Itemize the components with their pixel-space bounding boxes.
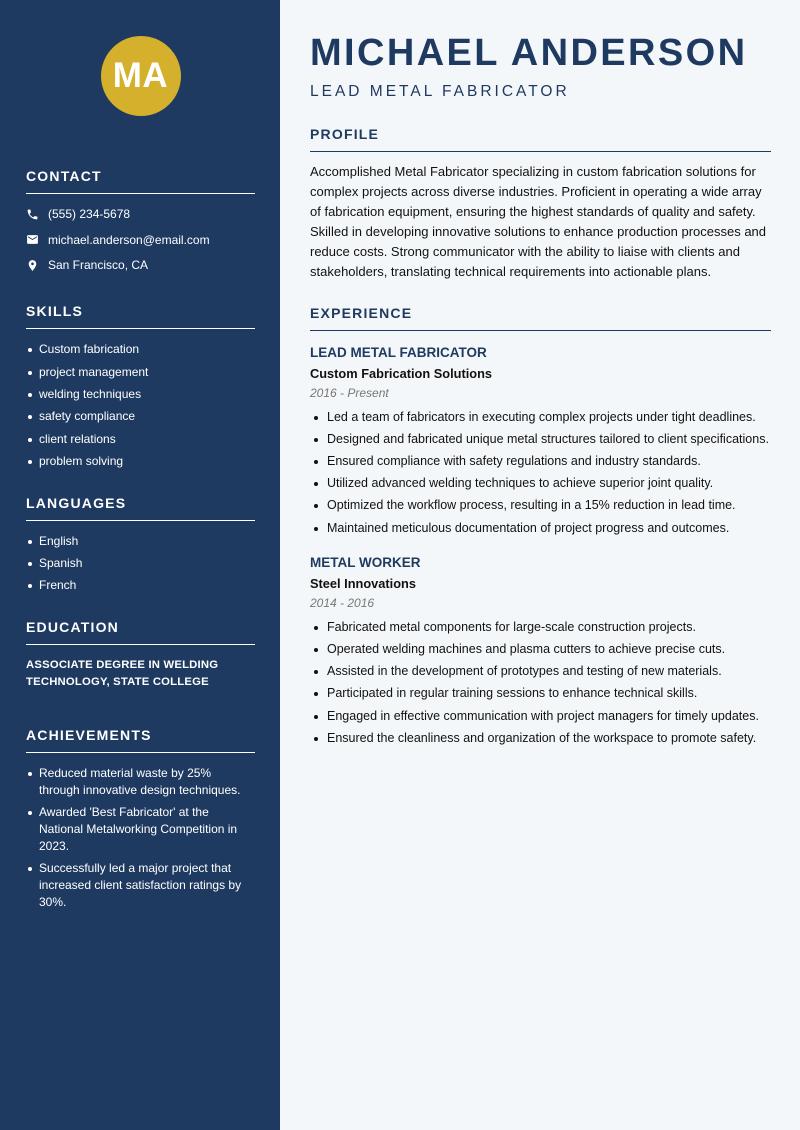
contact-heading: CONTACT [26, 168, 255, 194]
candidate-title: LEAD METAL FABRICATOR [310, 83, 570, 100]
job-company: Steel Innovations [310, 575, 416, 591]
contact-location [26, 257, 255, 273]
phone-icon [26, 208, 39, 221]
avatar: MA [101, 36, 181, 116]
job-role: METAL WORKER [310, 554, 421, 570]
contact-email [26, 232, 255, 248]
skill-item: problem solving [26, 453, 255, 470]
skills-list [26, 341, 255, 469]
job-bullet: Ensured the cleanliness and organization of the workspace to promote safety. [310, 730, 771, 747]
job-bullets [310, 619, 771, 747]
job-bullet: Assisted in the development of prototypes and testing of new materials. [310, 663, 771, 680]
languages-heading: LANGUAGES [26, 495, 255, 521]
education-entry: ASSOCIATE DEGREE IN WELDING TECHNOLOGY, STATE COLLEGE [26, 659, 219, 689]
achievement-item: Successfully led a major project that increased client satisfaction ratings by 30%. [26, 860, 255, 911]
experience-heading: EXPERIENCE [310, 305, 771, 331]
job-bullet: Utilized advanced welding techniques to achieve superior joint quality. [310, 475, 771, 492]
job-entry [310, 345, 771, 537]
achievements-heading: ACHIEVEMENTS [26, 727, 255, 753]
education-section [26, 619, 255, 691]
achievements-list [26, 765, 255, 911]
email-text[interactable]: michael.anderson@email.com [48, 232, 210, 247]
job-bullet: Maintained meticulous documentation of project progress and outcomes. [310, 520, 771, 537]
email-icon [26, 233, 39, 246]
languages-section [26, 495, 255, 595]
location-pin-icon [26, 259, 39, 272]
profile-text: Accomplished Metal Fabricator specializing in custom fabrication solutions for complex projects across diverse industries. Proficient in operating a wide array of fabrication equipment, ensuring the highest standards of quality and safety. Skilled in developing innovative solutions to enhance production processes and reduce costs. Strong communicator with the ability to liaise with clients and stakeholders, translating technical requirements into actionable plans. [310, 164, 767, 280]
job-company: Custom Fabrication Solutions [310, 365, 493, 381]
location-text: San Francisco, CA [48, 258, 149, 273]
education-heading: EDUCATION [26, 619, 255, 645]
skill-item: welding techniques [26, 386, 255, 403]
job-role: LEAD METAL FABRICATOR [310, 344, 487, 360]
languages-list [26, 533, 255, 595]
skill-item: Custom fabrication [26, 341, 255, 358]
achievement-item: Awarded 'Best Fabricator' at the National Metalworking Competition in 2023. [26, 804, 255, 855]
job-bullet: Operated welding machines and plasma cutters to achieve precise cuts. [310, 641, 771, 658]
skills-section [26, 303, 255, 469]
job-dates: 2016 - Present [310, 385, 389, 400]
job-bullet: Ensured compliance with safety regulations and industry standards. [310, 453, 771, 470]
skill-item: safety compliance [26, 408, 255, 425]
phone-text: (555) 234-5678 [48, 207, 131, 221]
job-bullets [310, 409, 771, 537]
sidebar [0, 0, 280, 1130]
language-item: Spanish [26, 555, 255, 572]
job-bullet: Fabricated metal components for large-scale construction projects. [310, 619, 771, 636]
job-bullet: Led a team of fabricators in executing complex projects under tight deadlines. [310, 409, 771, 426]
job-bullet: Participated in regular training sessions to enhance technical skills. [310, 685, 771, 702]
job-dates: 2014 - 2016 [310, 595, 375, 610]
achievement-item: Reduced material waste by 25% through innovative design techniques. [26, 765, 255, 799]
skill-item: project management [26, 364, 255, 381]
achievements-section [26, 727, 255, 911]
job-bullet: Optimized the workflow process, resulting in a 15% reduction in lead time. [310, 497, 771, 514]
job-bullet: Engaged in effective communication with project managers for timely updates. [310, 708, 771, 725]
main-content [310, 32, 771, 752]
candidate-name: MICHAEL ANDERSON [310, 32, 748, 74]
language-item: English [26, 533, 255, 550]
job-bullet: Designed and fabricated unique metal structures tailored to client specifications. [310, 431, 771, 448]
contact-phone [26, 206, 255, 222]
profile-heading: PROFILE [310, 126, 771, 152]
skill-item: client relations [26, 431, 255, 448]
language-item: French [26, 577, 255, 594]
job-entry [310, 555, 771, 747]
skills-heading: SKILLS [26, 303, 255, 329]
